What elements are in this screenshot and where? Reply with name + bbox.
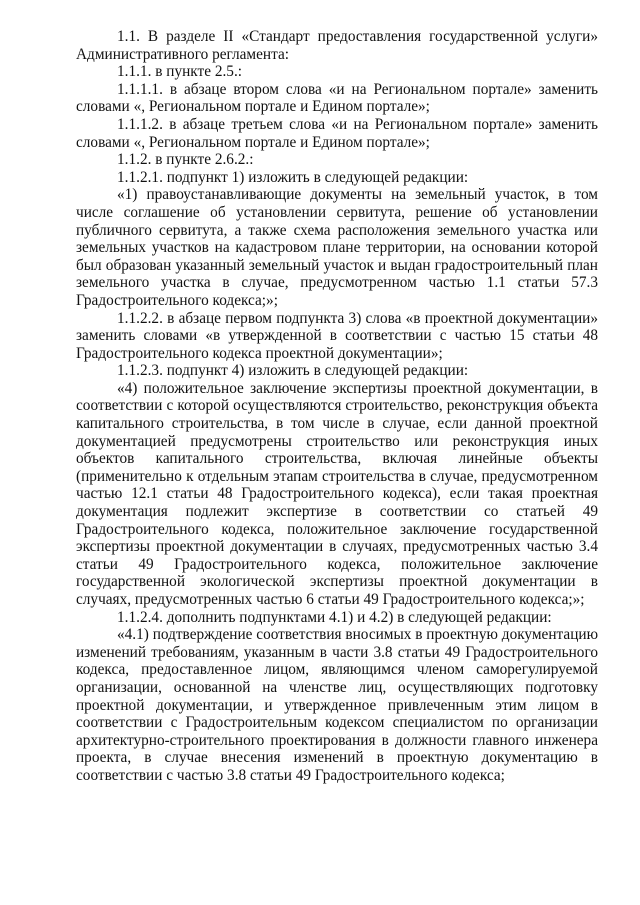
- document-page: [76, 28, 598, 785]
- quote-subitem-1: «1) правоустанавливающие документы на земельный участок, в том числе соглашение об установлении сервитута, решение об установлении публичного сервитута, а также схема расположения земельного участка или земельных участков на кадастровом плане территории, на основании которой был образован указанный земельный участок и выдан градостроительный план земельного участка в случае, предусмотренном частью 1.1 статьи 57.3 Градостроительного кодекса;»;: [76, 186, 598, 309]
- paragraph-1-1-2-2: 1.1.2.2. в абзаце первом подпункта 3) слова «в проектной документации» заменить словами «в утвержденной в соответствии с частью 15 статьи 48 Градостроительного кодекса проектной документации»;: [76, 309, 598, 362]
- paragraph-1-1-2-4: 1.1.2.4. дополнить подпунктами 4.1) и 4.2) в следующей редакции:: [117, 608, 552, 626]
- paragraph-1-1-1-2: 1.1.1.2. в абзаце третьем слова «и на Региональном портале» заменить словами «, Региональном портале и Едином портале»;: [76, 115, 598, 151]
- paragraph-1-1-1-1: 1.1.1.1. в абзаце втором слова «и на Региональном портале» заменить словами «, Региональном портале и Едином портале»;: [76, 80, 598, 116]
- paragraph-1-1-2-1: 1.1.2.1. подпункт 1) изложить в следующей редакции:: [117, 168, 469, 186]
- paragraph-1-1-1: 1.1.1. в пункте 2.5.:: [117, 63, 243, 81]
- paragraph-1-1-2-3: 1.1.2.3. подпункт 4) изложить в следующей редакции:: [117, 362, 469, 380]
- quote-subitem-4: «4) положительное заключение экспертизы проектной документации, в соответствии с которой осуществляются строительство, реконструкция объекта капитального строительства, в том числе в случае, если данной проектной документацией предусмотрены строительство или реконструкция иных объектов капитального строительства, включая линейные объекты (применительно к отдельным этапам строительства в случае, предусмотренном частью 12.1 статьи 48 Градостроительного кодекса), если такая проектная документация подлежит экспертизе в соответствии со статьей 49 Градостроительного кодекса, положительное заключение государственной экспертизы проектной документации в случаях, предусмотренных частью 3.4 статьи 49 Градостроительного кодекса, положительное заключение государственной экологической экспертизы проектной документации в случаях, предусмотренных частью 6 статьи 49 Градостроительного кодекса;»;: [76, 379, 598, 608]
- paragraph-1-1: 1.1. В разделе II «Стандарт предоставления государственной услуги» Административного регламента:: [76, 28, 598, 63]
- quote-subitem-4-1: «4.1) подтверждение соответствия вносимых в проектную документацию изменений требованиям, указанным в части 3.8 статьи 49 Градостроительного кодекса, предоставленное лицом, являющимся членом саморегулируемой организации, основанной на членстве лиц, осуществляющих подготовку проектной документации, и утвержденное привлеченным этим лицом в соответствии с Градостроительным кодексом специалистом по организации архитектурно-строительного проектирования в должности главного инженера проекта, в случае внесения изменений в проектную документацию в соответствии с частью 3.8 статьи 49 Градостроительного кодекса;: [76, 626, 598, 784]
- paragraph-1-1-2: 1.1.2. в пункте 2.6.2.:: [117, 151, 254, 169]
